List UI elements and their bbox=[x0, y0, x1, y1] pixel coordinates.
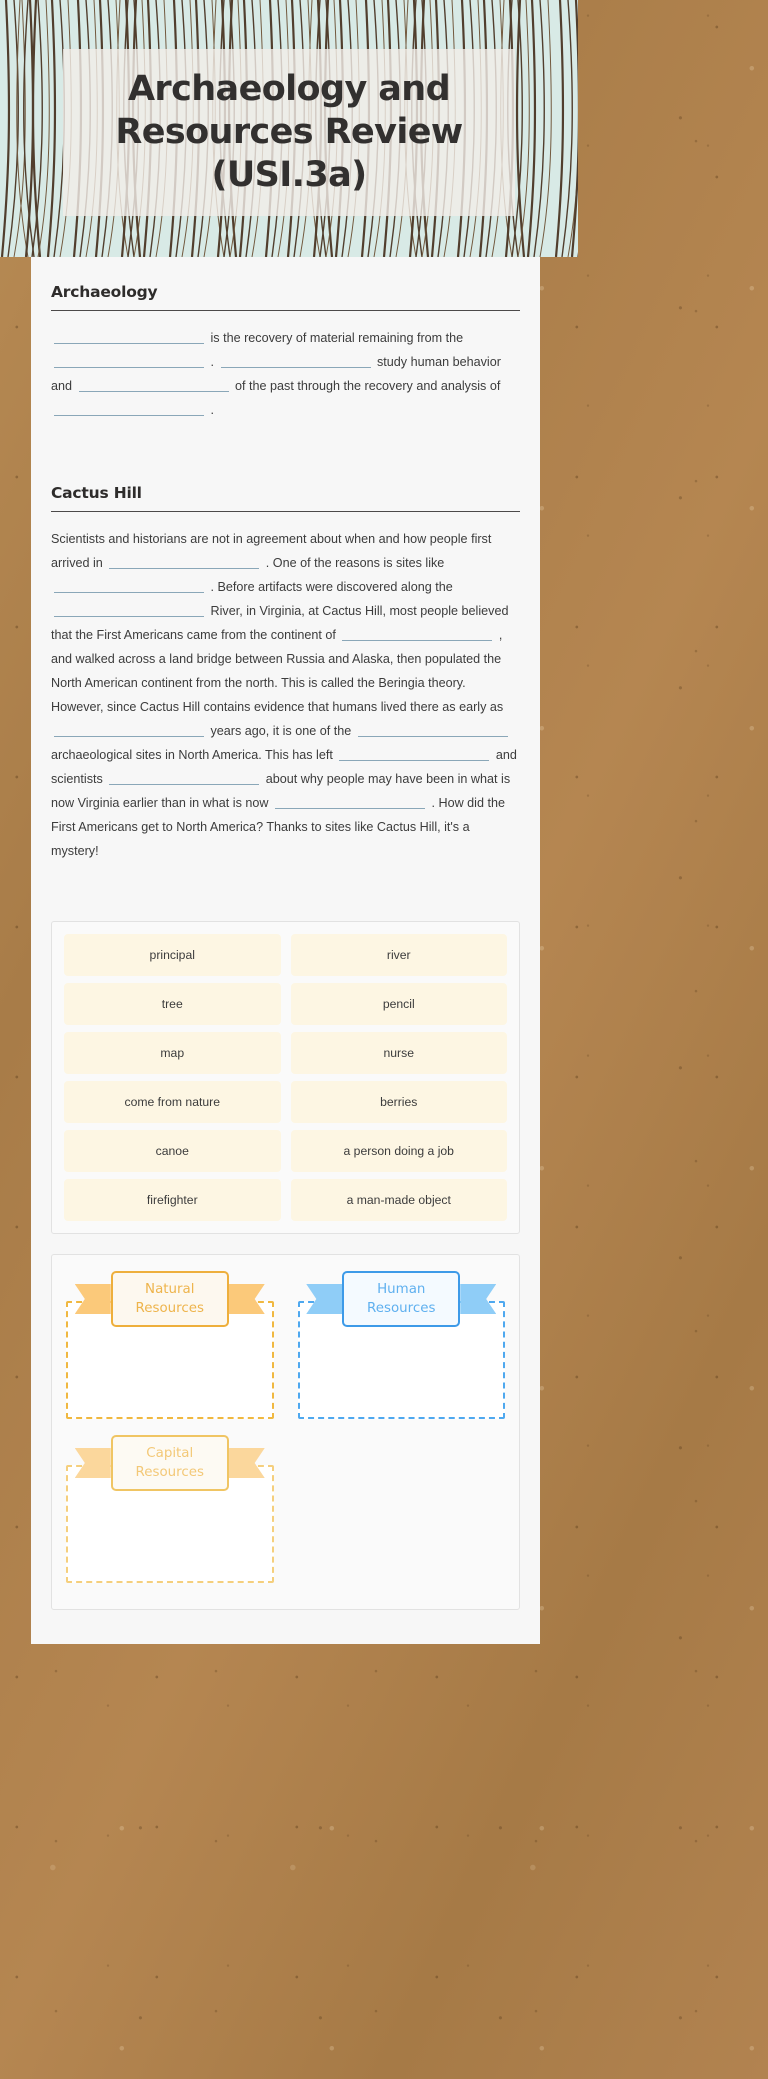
word-bank bbox=[51, 921, 520, 1234]
blank-input[interactable] bbox=[342, 624, 492, 641]
word-chip[interactable]: a person doing a job bbox=[291, 1130, 508, 1172]
blank-input[interactable] bbox=[54, 399, 204, 416]
spacer bbox=[51, 867, 520, 911]
drop-zone[interactable] bbox=[66, 1271, 274, 1419]
drop-zone-title-line: Capital bbox=[146, 1446, 194, 1461]
word-chip[interactable]: principal bbox=[64, 934, 281, 976]
word-chip[interactable]: a man-made object bbox=[291, 1179, 508, 1221]
paragraph-text: of the past through the recovery and analysis of bbox=[231, 379, 501, 393]
drop-zone[interactable] bbox=[66, 1435, 274, 1583]
paragraph-cactus-hill bbox=[51, 527, 520, 863]
blank-input[interactable] bbox=[54, 351, 204, 368]
blank-input[interactable] bbox=[275, 792, 425, 809]
word-chip[interactable]: come from nature bbox=[64, 1081, 281, 1123]
drop-area[interactable] bbox=[66, 1465, 274, 1583]
drop-zone-title-line: Natural bbox=[145, 1282, 195, 1297]
paragraph-text: years ago, it is one of the bbox=[207, 724, 355, 738]
word-chip[interactable]: pencil bbox=[291, 983, 508, 1025]
paragraph-text: Scientists and historians are not in agreement about when and how people first arrived in bbox=[51, 532, 492, 570]
page-title-line-1: Archaeology and bbox=[127, 69, 451, 110]
section-heading-cactus-hill: Cactus Hill bbox=[51, 484, 142, 502]
section-archaeology bbox=[51, 283, 520, 422]
drop-area[interactable] bbox=[66, 1301, 274, 1419]
word-chip[interactable]: canoe bbox=[64, 1130, 281, 1172]
paragraph-text: archaeological sites in North America. This has left bbox=[51, 748, 337, 762]
drop-zone-title-line: Resources bbox=[135, 1465, 204, 1480]
worksheet-header bbox=[0, 0, 578, 257]
word-chip[interactable]: firefighter bbox=[64, 1179, 281, 1221]
section-divider bbox=[51, 511, 520, 512]
blank-input[interactable] bbox=[339, 744, 489, 761]
resource-drop-zones bbox=[51, 1254, 520, 1610]
blank-input[interactable] bbox=[54, 600, 204, 617]
drop-zone[interactable] bbox=[298, 1271, 506, 1419]
paragraph-text: . bbox=[207, 355, 218, 369]
blank-input[interactable] bbox=[221, 351, 371, 368]
word-chip[interactable]: nurse bbox=[291, 1032, 508, 1074]
blank-input[interactable] bbox=[54, 576, 204, 593]
title-plate bbox=[63, 49, 515, 216]
section-cactus-hill bbox=[51, 484, 520, 863]
paragraph-text: and scientists bbox=[51, 748, 517, 786]
page-title-line-2: Resources Review bbox=[115, 112, 463, 153]
paragraph-text: . How did the First Americans get to North America? Thanks to sites like Cactus Hill, it's a mystery! bbox=[51, 796, 505, 858]
blank-input[interactable] bbox=[109, 552, 259, 569]
page-title-line-3: (USI.3a) bbox=[211, 154, 367, 195]
paragraph-archaeology bbox=[51, 326, 520, 422]
section-heading-archaeology: Archaeology bbox=[51, 283, 158, 301]
paragraph-text: is the recovery of material remaining from the bbox=[207, 331, 464, 345]
paragraph-text: about why people may have been in what is now Virginia earlier than in what is now bbox=[51, 772, 511, 810]
blank-input[interactable] bbox=[79, 375, 229, 392]
paragraph-text: , and walked across a land bridge between Russia and Alaska, then populated the North American continent from the north. This is called the Beringia theory. However, since Cactus Hill contains evidence that humans lived there as early as bbox=[51, 628, 504, 714]
word-chip[interactable]: berries bbox=[291, 1081, 508, 1123]
drop-zone-title-line: Human bbox=[377, 1282, 426, 1297]
word-chip[interactable]: tree bbox=[64, 983, 281, 1025]
paragraph-text: . One of the reasons is sites like bbox=[262, 556, 445, 570]
drop-zone-title-line: Resources bbox=[367, 1301, 436, 1316]
blank-input[interactable] bbox=[109, 768, 259, 785]
drop-zone-title-line: Resources bbox=[135, 1301, 204, 1316]
blank-input[interactable] bbox=[54, 720, 204, 737]
paragraph-text: . Before artifacts were discovered along the bbox=[207, 580, 453, 594]
spacer bbox=[51, 426, 520, 484]
word-chip[interactable]: map bbox=[64, 1032, 281, 1074]
paragraph-text: study human behavior and bbox=[51, 355, 501, 393]
paragraph-text: . bbox=[207, 403, 214, 417]
blank-input[interactable] bbox=[358, 720, 508, 737]
worksheet-card bbox=[31, 257, 540, 1644]
word-chip[interactable]: river bbox=[291, 934, 508, 976]
paragraph-text: River, in Virginia, at Cactus Hill, most people believed that the First Americans came from the continent of bbox=[51, 604, 509, 642]
section-divider bbox=[51, 310, 520, 311]
page-title bbox=[63, 68, 515, 196]
drop-area[interactable] bbox=[298, 1301, 506, 1419]
blank-input[interactable] bbox=[54, 327, 204, 344]
